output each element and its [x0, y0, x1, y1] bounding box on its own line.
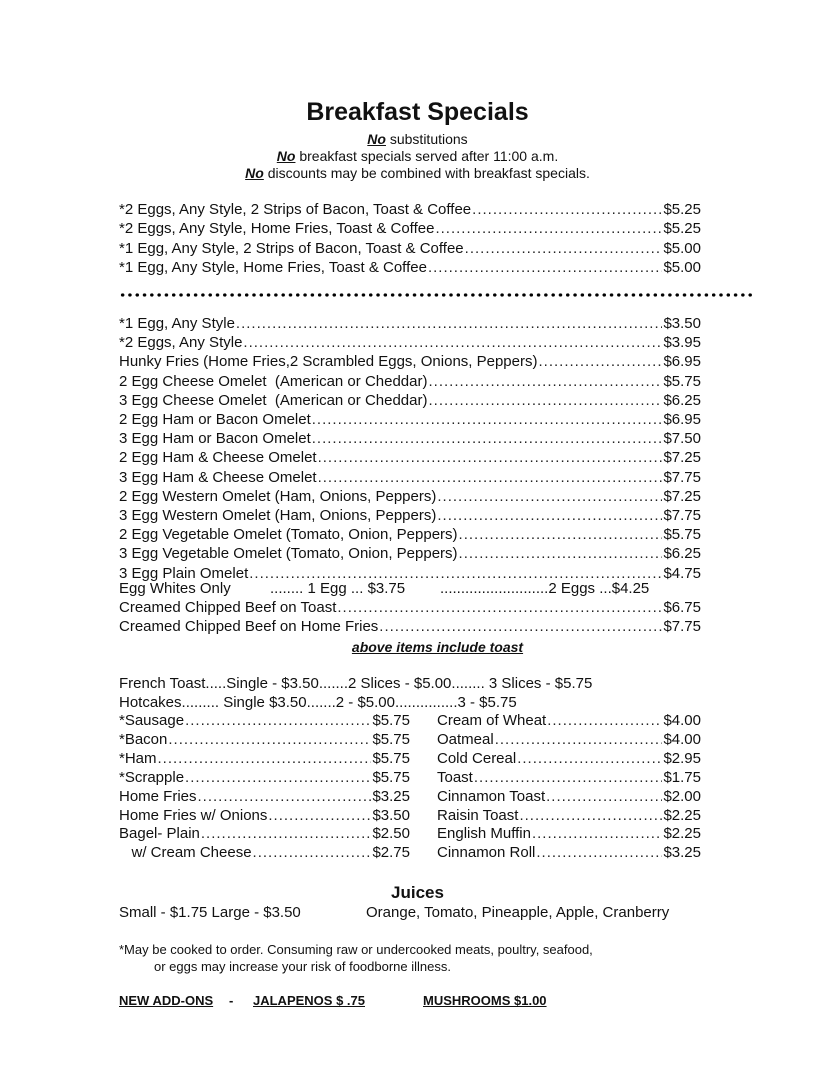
side-item-label: Oatmeal	[437, 730, 494, 748]
egg-whites-one: ........ 1 Egg ... $3.75	[270, 580, 406, 597]
side-item-price: $2.50	[372, 825, 410, 843]
special-row	[119, 220, 701, 238]
dot-leader	[428, 373, 662, 391]
menu-item-label: 3 Egg Vegetable Omelet (Tomato, Onion, Peppers)	[119, 545, 458, 563]
juice-flavors: Orange, Tomato, Pineapple, Apple, Cranberry	[366, 904, 670, 921]
menu-item-price: $7.25	[663, 449, 701, 467]
side-item-row	[119, 731, 410, 749]
dot-leader	[158, 750, 372, 768]
side-item-label: Cream of Wheat	[437, 712, 547, 729]
addons-dash: -	[229, 993, 234, 1008]
side-item-row	[437, 788, 701, 806]
special-price: $5.00	[663, 239, 701, 257]
side-item-label: Cold Cereal	[437, 749, 517, 767]
menu-item-price: $7.75	[663, 468, 701, 486]
menu-item-label: 2 Egg Vegetable Omelet (Tomato, Onion, Peppers)	[119, 526, 458, 544]
menu-item-label: *1 Egg, Any Style	[119, 315, 235, 332]
side-item-row	[437, 807, 701, 825]
dot-leader	[532, 825, 663, 843]
menu-item-label: 3 Egg Plain Omelet	[119, 564, 249, 582]
side-item-row	[437, 825, 701, 843]
side-item-label: Home Fries w/ Onions	[119, 806, 268, 824]
menu-item-row	[119, 507, 701, 525]
note-no-substitutions: No substitutions	[367, 131, 468, 147]
dot-leader	[318, 469, 663, 487]
dot-leader	[538, 353, 662, 371]
menu-item-row	[119, 373, 701, 391]
side-item-row	[437, 769, 701, 787]
dot-leader	[435, 220, 662, 238]
page-title: Breakfast Specials	[306, 98, 529, 126]
egg-whites-two: ..........................2 Eggs ...$4.25	[440, 580, 650, 597]
side-item-price: $4.00	[663, 730, 701, 748]
dot-leader	[547, 712, 662, 730]
side-item-price: $2.25	[663, 825, 701, 843]
creamed-item-row	[119, 599, 701, 617]
special-row	[119, 259, 701, 277]
side-item-label: Bagel- Plain	[119, 825, 200, 843]
special-price: $5.25	[663, 220, 701, 238]
menu-item-price: $6.25	[663, 391, 701, 409]
dot-leader	[198, 788, 372, 806]
side-item-price: $2.75	[372, 844, 410, 862]
menu-item-label: 3 Egg Cheese Omelet (American or Cheddar)	[119, 391, 428, 409]
side-item-price: $5.75	[372, 730, 410, 748]
creamed-item-row	[119, 618, 701, 636]
dot-leader	[318, 449, 663, 467]
side-item-price: $2.95	[663, 749, 701, 767]
menu-item-label: Hunky Fries (Home Fries,2 Scrambled Eggs, Onions, Peppers)	[119, 353, 538, 371]
hotcakes-line: Hotcakes......... Single $3.50.......2 - $5.00...............3 - $5.75	[119, 694, 517, 711]
dot-leader	[253, 844, 372, 862]
menu-item-row	[119, 392, 701, 410]
side-item-price: $2.00	[663, 787, 701, 805]
special-row	[119, 240, 701, 258]
special-label: *2 Eggs, Any Style, Home Fries, Toast & Coffee	[119, 220, 435, 238]
menu-item-row	[119, 488, 701, 506]
creamed-item-price: $6.75	[663, 599, 701, 616]
side-item-label: *Bacon	[119, 730, 168, 748]
side-item-row	[119, 807, 410, 825]
dot-leader	[379, 618, 662, 636]
special-label: *1 Egg, Any Style, Home Fries, Toast & Coffee	[119, 258, 427, 276]
side-item-row	[119, 825, 410, 843]
dot-leader	[459, 545, 663, 563]
side-item-price: $3.50	[372, 806, 410, 824]
side-item-row	[119, 750, 410, 768]
dot-leader	[236, 315, 663, 333]
side-item-label: *Sausage	[119, 712, 185, 729]
dot-leader	[428, 392, 662, 410]
dot-leader	[312, 430, 663, 448]
dot-leader	[437, 507, 662, 525]
dot-leader	[459, 526, 663, 544]
menu-item-label: 2 Egg Ham & Cheese Omelet	[119, 449, 317, 467]
dot-leader	[465, 240, 663, 258]
menu-item-row	[119, 411, 701, 429]
note-no-discounts: No discounts may be combined with breakfast specials.	[245, 165, 590, 181]
addons-label: NEW ADD-ONS	[119, 993, 214, 1008]
menu-item-row	[119, 315, 701, 333]
menu-item-price: $6.95	[663, 353, 701, 371]
dot-leader	[428, 259, 663, 277]
dot-leader	[312, 411, 663, 429]
menu-item-row	[119, 334, 701, 352]
dot-leader	[472, 201, 662, 219]
special-label: *1 Egg, Any Style, 2 Strips of Bacon, Toast & Coffee	[119, 239, 464, 257]
dot-leader	[185, 769, 371, 787]
side-item-label: Raisin Toast	[437, 806, 519, 824]
dotted-separator	[119, 293, 753, 297]
creamed-item-label: Creamed Chipped Beef on Home Fries	[119, 618, 379, 636]
menu-item-row	[119, 545, 701, 563]
side-item-row	[437, 712, 701, 730]
addon-jalapenos: JALAPENOS $ .75	[253, 993, 365, 1008]
menu-item-row	[119, 353, 701, 371]
menu-item-row	[119, 430, 701, 448]
side-item-row	[119, 712, 410, 730]
special-price: $5.00	[663, 258, 701, 276]
side-item-price: $5.75	[372, 768, 410, 786]
menu-item-price: $5.75	[663, 526, 701, 544]
dot-leader	[437, 488, 662, 506]
dot-leader	[268, 807, 371, 825]
side-item-label: Home Fries	[119, 787, 197, 805]
menu-item-price: $6.95	[663, 411, 701, 428]
menu-item-label: 2 Egg Western Omelet (Ham, Onions, Peppers)	[119, 487, 437, 505]
special-label: *2 Eggs, Any Style, 2 Strips of Bacon, Toast & Coffee	[119, 201, 472, 218]
disclaimer-line-1: *May be cooked to order. Consuming raw or undercooked meats, poultry, seafood,	[119, 942, 593, 957]
dot-leader	[495, 731, 663, 749]
menu-item-row	[119, 469, 701, 487]
dot-leader	[201, 825, 372, 843]
side-item-row	[119, 844, 410, 862]
juices-title: Juices	[391, 883, 444, 902]
dot-leader	[519, 807, 662, 825]
menu-item-row	[119, 526, 701, 544]
side-item-label: Cinnamon Toast	[437, 787, 546, 805]
disclaimer-line-2: or eggs may increase your risk of foodborne illness.	[154, 959, 451, 974]
addon-mushrooms: MUSHROOMS $1.00	[423, 993, 547, 1008]
dot-leader	[185, 712, 371, 730]
special-price: $5.25	[663, 201, 701, 218]
side-item-label: *Scrapple	[119, 768, 185, 786]
menu-item-price: $6.25	[663, 545, 701, 563]
side-item-row	[437, 731, 701, 749]
menu-item-price: $3.50	[663, 315, 701, 332]
dot-leader	[546, 788, 662, 806]
side-item-row	[437, 844, 701, 862]
creamed-item-price: $7.75	[663, 618, 701, 636]
side-item-label: Cinnamon Roll	[437, 844, 536, 862]
side-item-label: *Ham	[119, 749, 157, 767]
side-item-price: $1.75	[663, 768, 701, 786]
egg-whites-label: Egg Whites Only	[119, 580, 231, 597]
note-time-limit: No breakfast specials served after 11:00 a.m.	[276, 148, 559, 164]
dot-leader	[337, 599, 662, 617]
special-row	[119, 201, 701, 219]
dot-leader	[536, 844, 662, 862]
menu-item-price: $7.50	[663, 430, 701, 448]
french-toast-line: French Toast.....Single - $3.50.......2 Slices - $5.00........ 3 Slices - $5.75	[119, 675, 593, 692]
menu-item-row	[119, 449, 701, 467]
juice-sizes: Small - $1.75 Large - $3.50	[119, 904, 301, 921]
side-item-label: Toast	[437, 768, 473, 786]
side-item-row	[119, 769, 410, 787]
side-item-row	[437, 750, 701, 768]
dot-leader	[168, 731, 371, 749]
dot-leader	[517, 750, 662, 768]
side-item-price: $3.25	[663, 844, 701, 862]
menu-item-label: 3 Egg Ham & Cheese Omelet	[119, 468, 317, 486]
side-item-label: w/ Cream Cheese	[119, 844, 252, 862]
side-item-price: $5.75	[372, 712, 410, 729]
toast-note: above items include toast	[351, 639, 524, 655]
dot-leader	[474, 769, 663, 787]
menu-item-price: $7.25	[663, 487, 701, 505]
menu-item-price: $7.75	[663, 507, 701, 524]
side-item-price: $4.00	[663, 712, 701, 729]
side-item-price: $5.75	[372, 749, 410, 767]
menu-item-label: 3 Egg Western Omelet (Ham, Onions, Peppers)	[119, 507, 437, 524]
side-item-price: $2.25	[663, 806, 701, 824]
menu-item-label: *2 Eggs, Any Style	[119, 334, 243, 352]
menu-item-label: 2 Egg Ham or Bacon Omelet	[119, 411, 311, 428]
side-item-label: English Muffin	[437, 825, 531, 843]
menu-item-price: $3.95	[663, 334, 701, 352]
menu-item-label: 2 Egg Cheese Omelet (American or Cheddar)	[119, 372, 428, 390]
creamed-item-label: Creamed Chipped Beef on Toast	[119, 599, 337, 616]
side-item-price: $3.25	[372, 787, 410, 805]
menu-item-price: $5.75	[663, 372, 701, 390]
side-item-row	[119, 788, 410, 806]
menu-item-label: 3 Egg Ham or Bacon Omelet	[119, 430, 311, 448]
dot-leader	[243, 334, 662, 352]
menu-item-price: $4.75	[663, 564, 701, 582]
